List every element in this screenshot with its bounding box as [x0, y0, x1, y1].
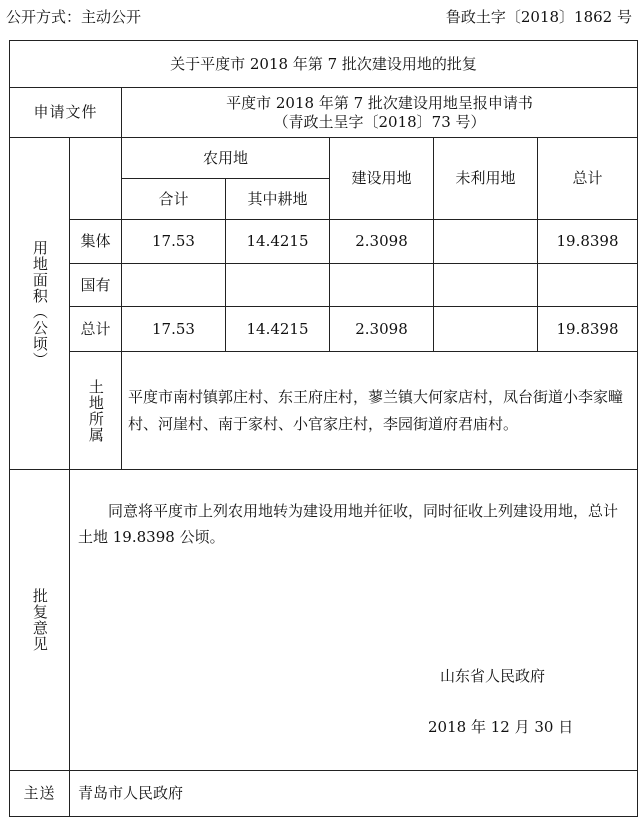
application-line1: 平度市 2018 年第 7 批次建设用地呈报申请书 — [226, 93, 533, 112]
col-construction: 建设用地 — [330, 138, 434, 220]
opinion-label: 批复意见 — [30, 588, 49, 652]
approval-table — [9, 40, 638, 817]
cell-total — [538, 264, 638, 307]
table-row — [10, 307, 638, 352]
cell-unused — [434, 220, 538, 264]
cell-agri-total: 17.53 — [122, 307, 226, 352]
opinion-cell — [70, 470, 638, 771]
cell-total: 19.8398 — [538, 307, 638, 352]
cell-farmland: 14.4215 — [226, 220, 330, 264]
document-title: 关于平度市 2018 年第 7 批次建设用地的批复 — [10, 41, 638, 88]
row-label-collective: 集体 — [70, 220, 122, 264]
recipient-value: 青岛市人民政府 — [70, 771, 638, 817]
cell-agri-total — [122, 264, 226, 307]
blank-corner-cell — [70, 138, 122, 220]
cell-construction: 2.3098 — [330, 220, 434, 264]
application-label: 申请文件 — [10, 88, 122, 138]
land-ownership-label: 土地所属 — [86, 378, 105, 443]
land-ownership-text: 平度市南村镇郭庄村、东王府庄村，蓼兰镇大何家店村，凤台街道小李家疃村、河崖村、南于家村、小官家庄村，李园街道府君庙村。 — [122, 352, 638, 470]
opinion-label-cell — [10, 470, 70, 771]
col-total: 总计 — [538, 138, 638, 220]
row-label-state: 国有 — [70, 264, 122, 307]
cell-farmland: 14.4215 — [226, 307, 330, 352]
land-area-label: 用地面积（公顷） — [30, 239, 49, 368]
col-agri-farmland: 其中耕地 — [226, 179, 330, 220]
cell-unused — [434, 307, 538, 352]
cell-farmland — [226, 264, 330, 307]
issue-date: 2018 年 12 月 30 日 — [428, 718, 574, 736]
col-unused: 未利用地 — [434, 138, 538, 220]
table-row — [10, 264, 638, 307]
application-line2: （青政土呈字〔2018〕73 号） — [273, 112, 486, 131]
land-ownership-label-cell — [70, 352, 122, 470]
col-agri-total: 合计 — [122, 179, 226, 220]
table-row — [10, 220, 638, 264]
document-number: 鲁政土字〔2018〕1862 号 — [445, 8, 632, 26]
cell-total: 19.8398 — [538, 220, 638, 264]
row-label-total: 总计 — [70, 307, 122, 352]
recipient-label: 主送 — [10, 771, 70, 817]
disclosure-mode: 公开方式：主动公开 — [6, 8, 142, 26]
col-agri: 农用地 — [122, 138, 330, 179]
land-area-label-cell — [10, 138, 70, 470]
opinion-text: 同意将平度市上列农用地转为建设用地并征收，同时征收上列建设用地，总计土地 19.8398 公顷。 — [78, 502, 619, 547]
application-document — [122, 88, 638, 138]
cell-agri-total: 17.53 — [122, 220, 226, 264]
issuing-authority: 山东省人民政府 — [440, 667, 546, 685]
cell-construction — [330, 264, 434, 307]
cell-unused — [434, 264, 538, 307]
cell-construction: 2.3098 — [330, 307, 434, 352]
